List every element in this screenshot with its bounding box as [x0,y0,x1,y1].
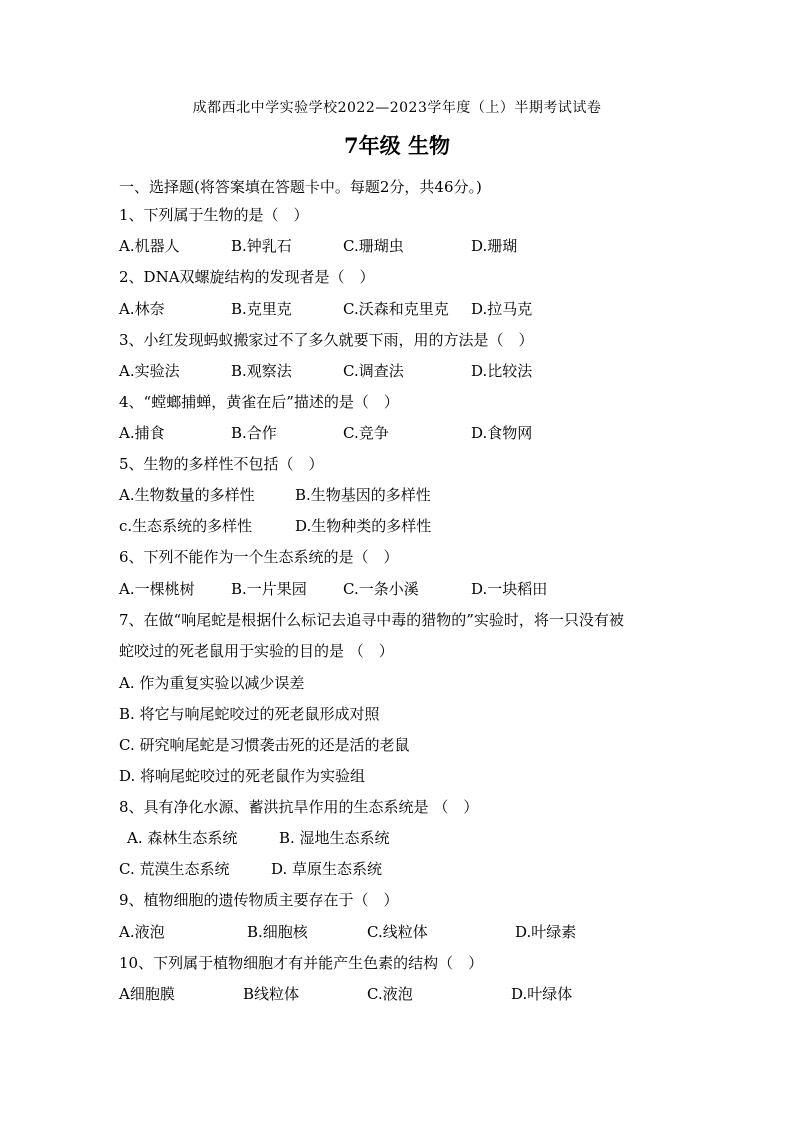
section-heading: 一、选择题(将答案填在答题卡中。每题2分，共46分。) [119,178,482,196]
option-a: A.捕食 [119,424,165,442]
question-7-line1: 7、在做“响尾蛇是根据什么标记去追寻中毒的猎物的”实验时，将一只没有被 [119,611,624,629]
option-b: B.克里克 [231,300,292,318]
option-d: D.拉马克 [471,300,533,318]
question-6: 6、下列不能作为一个生态系统的是（ ） [119,548,399,566]
question-8: 8、具有净化水源、蓄洪抗旱作用的生态系统是 （ ） [119,798,479,816]
question-9: 9、植物细胞的遗传物质主要存在于（ ） [119,891,399,909]
option-a: A.实验法 [119,362,180,380]
question-2: 2、DNA双螺旋结构的发现者是（ ） [119,268,375,286]
question-7-option-b: B. 将它与响尾蛇咬过的死老鼠形成对照 [119,705,380,723]
option-c: C.竞争 [343,424,389,442]
option-a: A.林奈 [119,300,165,318]
question-4: 4、“螳螂捕蝉，黄雀在后”描述的是（ ） [119,393,399,411]
option-c: C.珊瑚虫 [343,237,404,255]
option-c: C.线粒体 [367,923,428,941]
option-a: A细胞膜 [119,985,175,1003]
option-c: C.液泡 [367,985,413,1003]
exam-header: 成都西北中学实验学校2022—2023学年度（上）半期考试试卷 [192,100,602,116]
option-d: D.叶绿体 [511,985,573,1003]
option-a: A.生物数量的多样性 [119,486,255,504]
option-b: B. 湿地生态系统 [279,829,390,847]
question-7-option-c: C. 研究响尾蛇是习惯袭击死的还是活的老鼠 [119,736,410,754]
question-7-option-d: D. 将响尾蛇咬过的死老鼠作为实验组 [119,767,366,785]
question-7-line2: 蛇咬过的死老鼠用于实验的目的是 （ ） [119,642,394,660]
option-c: C.调查法 [343,362,404,380]
option-c: c.生态系统的多样性 [119,517,253,535]
option-d: D.叶绿素 [515,923,577,941]
option-d: D. 草原生态系统 [271,860,383,878]
option-d: D.珊瑚 [471,237,518,255]
option-c: C. 荒漠生态系统 [119,860,230,878]
option-a: A.液泡 [119,923,165,941]
option-a: A.一棵桃树 [119,580,195,598]
option-b: B.钟乳石 [231,237,292,255]
option-d: D.食物网 [471,424,533,442]
option-b: B.观察法 [231,362,292,380]
option-b: B.一片果园 [231,580,307,598]
question-3: 3、小红发现蚂蚁搬家过不了多久就要下雨，用的方法是（ ） [119,331,534,349]
option-b: B.合作 [231,424,277,442]
option-a: A.机器人 [119,237,180,255]
question-7-option-a: A. 作为重复实验以减少误差 [119,674,305,692]
option-d: D.生物种类的多样性 [295,517,432,535]
option-d: D.比较法 [471,362,533,380]
question-1: 1、下列属于生物的是（ ） [119,206,309,224]
option-c: C.一条小溪 [343,580,419,598]
option-b: B线粒体 [243,985,300,1003]
exam-title: 7年级 生物 [344,133,450,158]
question-10: 10、下列属于植物细胞才有并能产生色素的结构（ ） [119,954,484,972]
question-5: 5、生物的多样性不包括（ ） [119,455,324,473]
option-b: B.生物基因的多样性 [295,486,431,504]
option-c: C.沃森和克里克 [343,300,449,318]
option-d: D.一块稻田 [471,580,548,598]
option-b: B.细胞核 [247,923,308,941]
option-a: A. 森林生态系统 [127,829,238,847]
